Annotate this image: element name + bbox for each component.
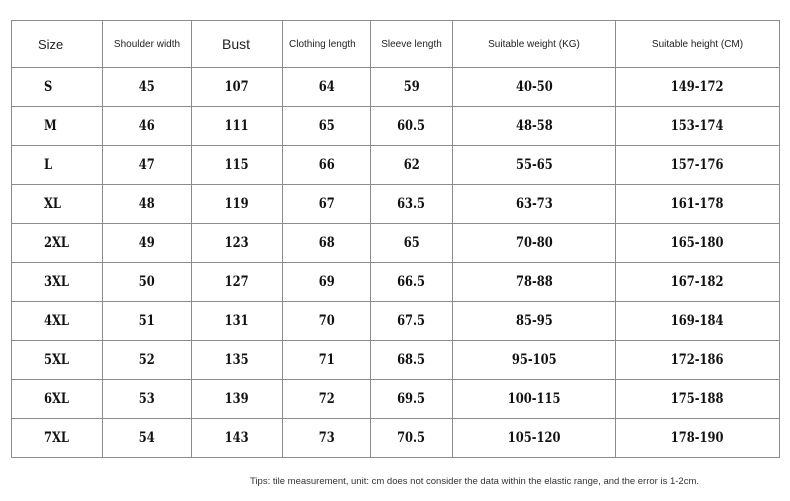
cell-shoulder-width-value: 51: [139, 313, 155, 329]
cell-sleeve-length: [371, 185, 453, 224]
cell-size: [12, 341, 103, 380]
cell-suitable-height: [616, 107, 780, 146]
cell-sleeve-length-value: 62: [403, 157, 420, 173]
cell-sleeve-length-value: 59: [403, 79, 420, 95]
cell-sleeve-length: [371, 263, 453, 302]
cell-size-value: 5XL: [44, 352, 69, 368]
cell-suitable-height: [616, 263, 780, 302]
cell-shoulder-width: [103, 419, 192, 458]
cell-bust: [192, 263, 283, 302]
cell-bust: [192, 68, 283, 107]
cell-suitable-weight: [453, 419, 616, 458]
cell-sleeve-length-value: 66.5: [397, 274, 426, 290]
measurement-tips: Tips: tile measurement, unit: cm does not consider the data within the elastic range, and the error is 1-2cm.: [250, 476, 700, 487]
cell-bust: [192, 419, 283, 458]
cell-bust-value: 143: [225, 430, 249, 446]
cell-size-value: XL: [44, 196, 61, 212]
table-row: [12, 107, 780, 146]
table-row: [12, 68, 780, 107]
cell-clothing-length: [283, 68, 371, 107]
cell-suitable-height: [616, 68, 780, 107]
cell-suitable-weight-value: 55-65: [515, 157, 553, 173]
cell-shoulder-width: [103, 302, 192, 341]
table-row: [12, 185, 780, 224]
header-suitable-weight: Suitable weight (KG): [453, 21, 616, 68]
cell-clothing-length-value: 71: [318, 352, 335, 368]
cell-bust-value: 135: [225, 352, 249, 368]
cell-clothing-length-value: 72: [318, 391, 335, 407]
cell-bust: [192, 380, 283, 419]
cell-bust-value: 123: [225, 235, 249, 251]
cell-size-value: 6XL: [44, 391, 69, 407]
cell-size: [12, 146, 103, 185]
cell-bust-value: 115: [225, 157, 249, 173]
cell-shoulder-width: [103, 185, 192, 224]
cell-bust: [192, 146, 283, 185]
table-row: [12, 146, 780, 185]
cell-bust: [192, 224, 283, 263]
cell-suitable-weight-value: 105-120: [507, 430, 561, 446]
cell-sleeve-length-value: 65: [403, 235, 420, 251]
cell-bust: [192, 302, 283, 341]
cell-size-value: L: [44, 157, 53, 173]
cell-suitable-height: [616, 419, 780, 458]
table-row: [12, 380, 780, 419]
cell-suitable-height: [616, 224, 780, 263]
cell-suitable-weight-value: 70-80: [515, 235, 553, 251]
cell-shoulder-width: [103, 224, 192, 263]
cell-bust-value: 107: [225, 79, 249, 95]
cell-suitable-weight: [453, 380, 616, 419]
header-shoulder-width: Shoulder width: [103, 21, 192, 68]
cell-bust-value: 131: [225, 313, 249, 329]
cell-clothing-length-value: 64: [318, 79, 335, 95]
cell-clothing-length-value: 66: [318, 157, 335, 173]
cell-suitable-height-value: 167-182: [671, 274, 724, 290]
cell-suitable-weight: [453, 185, 616, 224]
cell-suitable-height: [616, 302, 780, 341]
cell-size-value: S: [44, 79, 53, 95]
cell-sleeve-length-value: 70.5: [397, 430, 426, 446]
cell-clothing-length-value: 70: [318, 313, 335, 329]
cell-size-value: 3XL: [44, 274, 69, 290]
cell-suitable-height-value: 172-186: [671, 352, 724, 368]
cell-suitable-weight-value: 78-88: [515, 274, 553, 290]
cell-bust-value: 139: [225, 391, 249, 407]
cell-clothing-length-value: 69: [318, 274, 335, 290]
cell-size: [12, 380, 103, 419]
cell-size: [12, 185, 103, 224]
cell-shoulder-width-value: 46: [139, 118, 155, 134]
header-suitable-height: Suitable height (CM): [616, 21, 780, 68]
cell-clothing-length-value: 67: [318, 196, 335, 212]
cell-shoulder-width-value: 54: [139, 430, 155, 446]
table-row: [12, 341, 780, 380]
cell-suitable-height-value: 161-178: [671, 196, 724, 212]
cell-bust-value: 119: [225, 196, 249, 212]
cell-bust: [192, 341, 283, 380]
cell-suitable-weight-value: 85-95: [515, 313, 553, 329]
cell-size: [12, 68, 103, 107]
cell-suitable-weight: [453, 263, 616, 302]
cell-size: [12, 224, 103, 263]
cell-sleeve-length-value: 63.5: [397, 196, 426, 212]
cell-bust-value: 127: [225, 274, 249, 290]
cell-sleeve-length-value: 60.5: [397, 118, 426, 134]
cell-clothing-length: [283, 341, 371, 380]
cell-sleeve-length-value: 68.5: [397, 352, 426, 368]
cell-size: [12, 107, 103, 146]
cell-suitable-weight: [453, 68, 616, 107]
header-row: [12, 21, 780, 68]
cell-suitable-height-value: 165-180: [671, 235, 724, 251]
cell-clothing-length-value: 68: [318, 235, 335, 251]
cell-shoulder-width: [103, 263, 192, 302]
cell-shoulder-width-value: 48: [139, 196, 155, 212]
cell-shoulder-width: [103, 146, 192, 185]
cell-shoulder-width: [103, 68, 192, 107]
cell-shoulder-width-value: 45: [139, 79, 155, 95]
cell-suitable-weight: [453, 341, 616, 380]
cell-size: [12, 263, 103, 302]
cell-suitable-height-value: 178-190: [671, 430, 724, 446]
cell-sleeve-length: [371, 302, 453, 341]
cell-shoulder-width-value: 52: [139, 352, 155, 368]
cell-sleeve-length-value: 67.5: [397, 313, 426, 329]
table-row: [12, 224, 780, 263]
cell-size-value: 4XL: [44, 313, 69, 329]
cell-suitable-weight-value: 40-50: [515, 79, 553, 95]
cell-suitable-height: [616, 185, 780, 224]
cell-sleeve-length: [371, 224, 453, 263]
cell-suitable-weight-value: 48-58: [515, 118, 553, 134]
cell-suitable-height: [616, 341, 780, 380]
cell-shoulder-width-value: 49: [139, 235, 155, 251]
cell-suitable-height-value: 149-172: [671, 79, 724, 95]
cell-clothing-length: [283, 302, 371, 341]
cell-suitable-weight: [453, 302, 616, 341]
cell-clothing-length: [283, 419, 371, 458]
cell-shoulder-width: [103, 341, 192, 380]
size-chart-table: [11, 20, 780, 458]
cell-suitable-height: [616, 146, 780, 185]
header-size: Size: [12, 21, 103, 68]
cell-suitable-weight-value: 100-115: [507, 391, 561, 407]
cell-clothing-length: [283, 224, 371, 263]
header-clothing-length: Clothing length: [283, 21, 371, 68]
cell-sleeve-length: [371, 341, 453, 380]
cell-sleeve-length: [371, 380, 453, 419]
cell-suitable-height-value: 153-174: [671, 118, 724, 134]
cell-suitable-height: [616, 380, 780, 419]
cell-suitable-height-value: 175-188: [671, 391, 724, 407]
cell-suitable-height-value: 157-176: [671, 157, 724, 173]
cell-shoulder-width: [103, 380, 192, 419]
cell-clothing-length: [283, 263, 371, 302]
cell-suitable-weight: [453, 107, 616, 146]
cell-sleeve-length: [371, 419, 453, 458]
cell-shoulder-width: [103, 107, 192, 146]
cell-suitable-weight: [453, 224, 616, 263]
cell-bust-value: 111: [225, 118, 249, 134]
header-sleeve-length: Sleeve length: [371, 21, 453, 68]
cell-bust: [192, 107, 283, 146]
cell-sleeve-length: [371, 146, 453, 185]
cell-clothing-length: [283, 146, 371, 185]
cell-sleeve-length-value: 69.5: [397, 391, 426, 407]
cell-size-value: M: [44, 118, 57, 134]
cell-clothing-length: [283, 107, 371, 146]
cell-bust: [192, 185, 283, 224]
header-bust: Bust: [192, 21, 283, 68]
table-row: [12, 263, 780, 302]
cell-suitable-height-value: 169-184: [671, 313, 724, 329]
cell-clothing-length: [283, 185, 371, 224]
cell-size: [12, 302, 103, 341]
cell-size: [12, 419, 103, 458]
cell-sleeve-length: [371, 68, 453, 107]
size-rows: [12, 68, 780, 458]
cell-clothing-length: [283, 380, 371, 419]
cell-clothing-length-value: 73: [318, 430, 335, 446]
cell-suitable-weight: [453, 146, 616, 185]
cell-suitable-weight-value: 63-73: [515, 196, 553, 212]
table-row: [12, 302, 780, 341]
cell-shoulder-width-value: 50: [139, 274, 155, 290]
table-row: [12, 419, 780, 458]
cell-size-value: 2XL: [44, 235, 69, 251]
cell-sleeve-length: [371, 107, 453, 146]
cell-shoulder-width-value: 47: [139, 157, 155, 173]
cell-size-value: 7XL: [44, 430, 69, 446]
cell-suitable-weight-value: 95-105: [511, 352, 557, 368]
cell-shoulder-width-value: 53: [139, 391, 155, 407]
cell-clothing-length-value: 65: [318, 118, 335, 134]
